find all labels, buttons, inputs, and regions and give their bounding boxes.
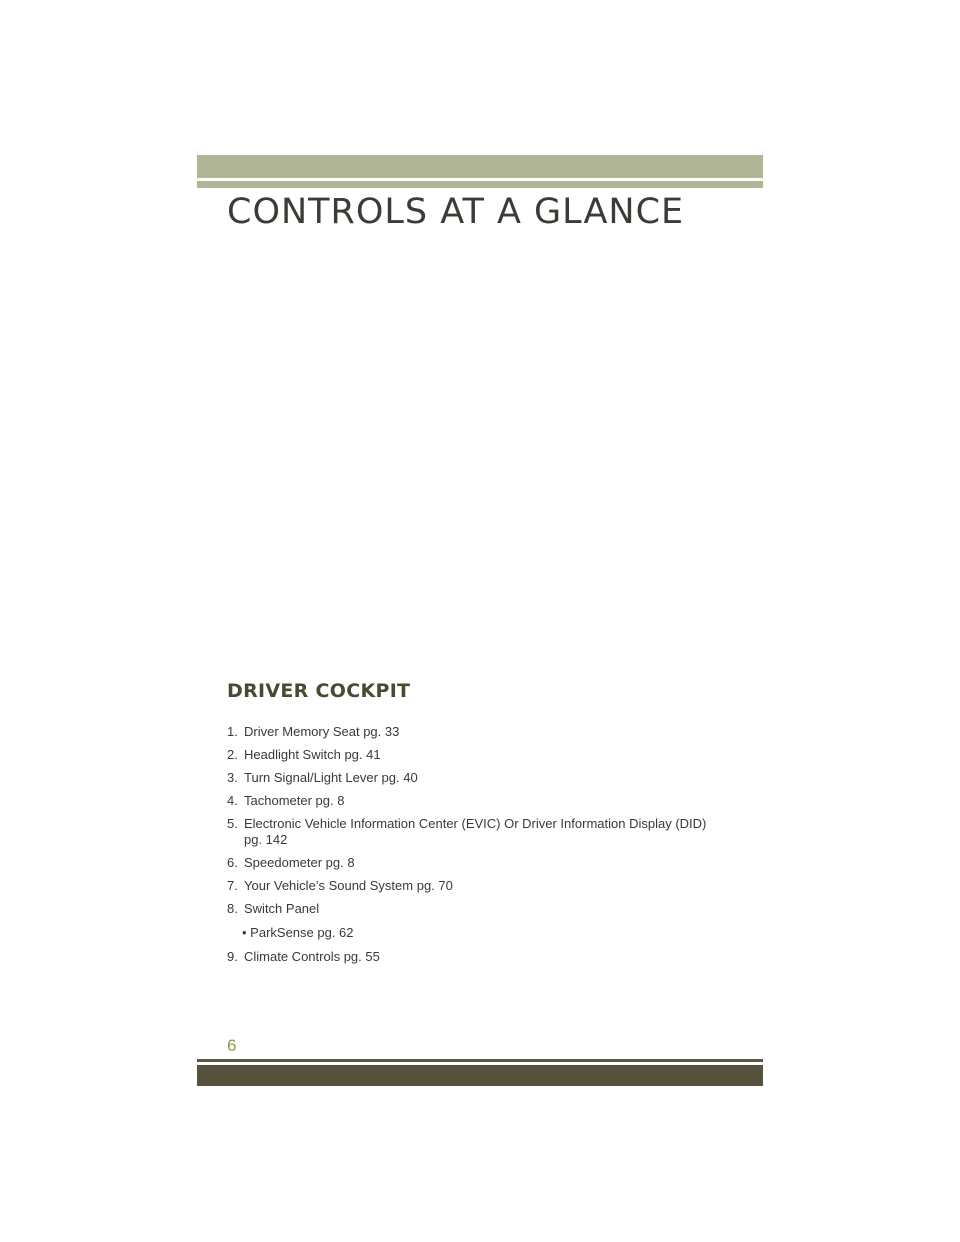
cockpit-list xyxy=(227,724,747,972)
sub-item-parksense: • ParkSense pg. 62 xyxy=(242,925,354,940)
list-item: 8. Switch Panel • ParkSense pg. 62 xyxy=(227,901,747,941)
heading-driver-cockpit: DRIVER COCKPIT xyxy=(227,680,411,702)
list-item: 2. Headlight Switch pg. 41 xyxy=(227,747,381,762)
list-item: 1. Driver Memory Seat pg. 33 xyxy=(227,724,400,739)
header-band xyxy=(197,155,763,178)
list-item: 7. Your Vehicle’s Sound System pg. 70 xyxy=(227,878,453,893)
header-rule xyxy=(197,181,763,188)
list-item: 4. Tachometer pg. 8 xyxy=(227,793,345,808)
section-title: CONTROLS AT A GLANCE xyxy=(227,192,685,232)
footer-band xyxy=(197,1065,763,1086)
list-item: 5. Electronic Vehicle Information Center (EVIC) Or Driver Information Display (DID) pg. 142 xyxy=(227,816,747,848)
list-item: 3. Turn Signal/Light Lever pg. 40 xyxy=(227,770,418,785)
footer-rule xyxy=(197,1059,763,1062)
list-item-continuation: pg. 142 xyxy=(244,832,288,847)
page-number: 6 xyxy=(227,1036,237,1055)
list-item: 9. Climate Controls pg. 55 xyxy=(227,949,380,964)
list-item: 6. Speedometer pg. 8 xyxy=(227,855,355,870)
